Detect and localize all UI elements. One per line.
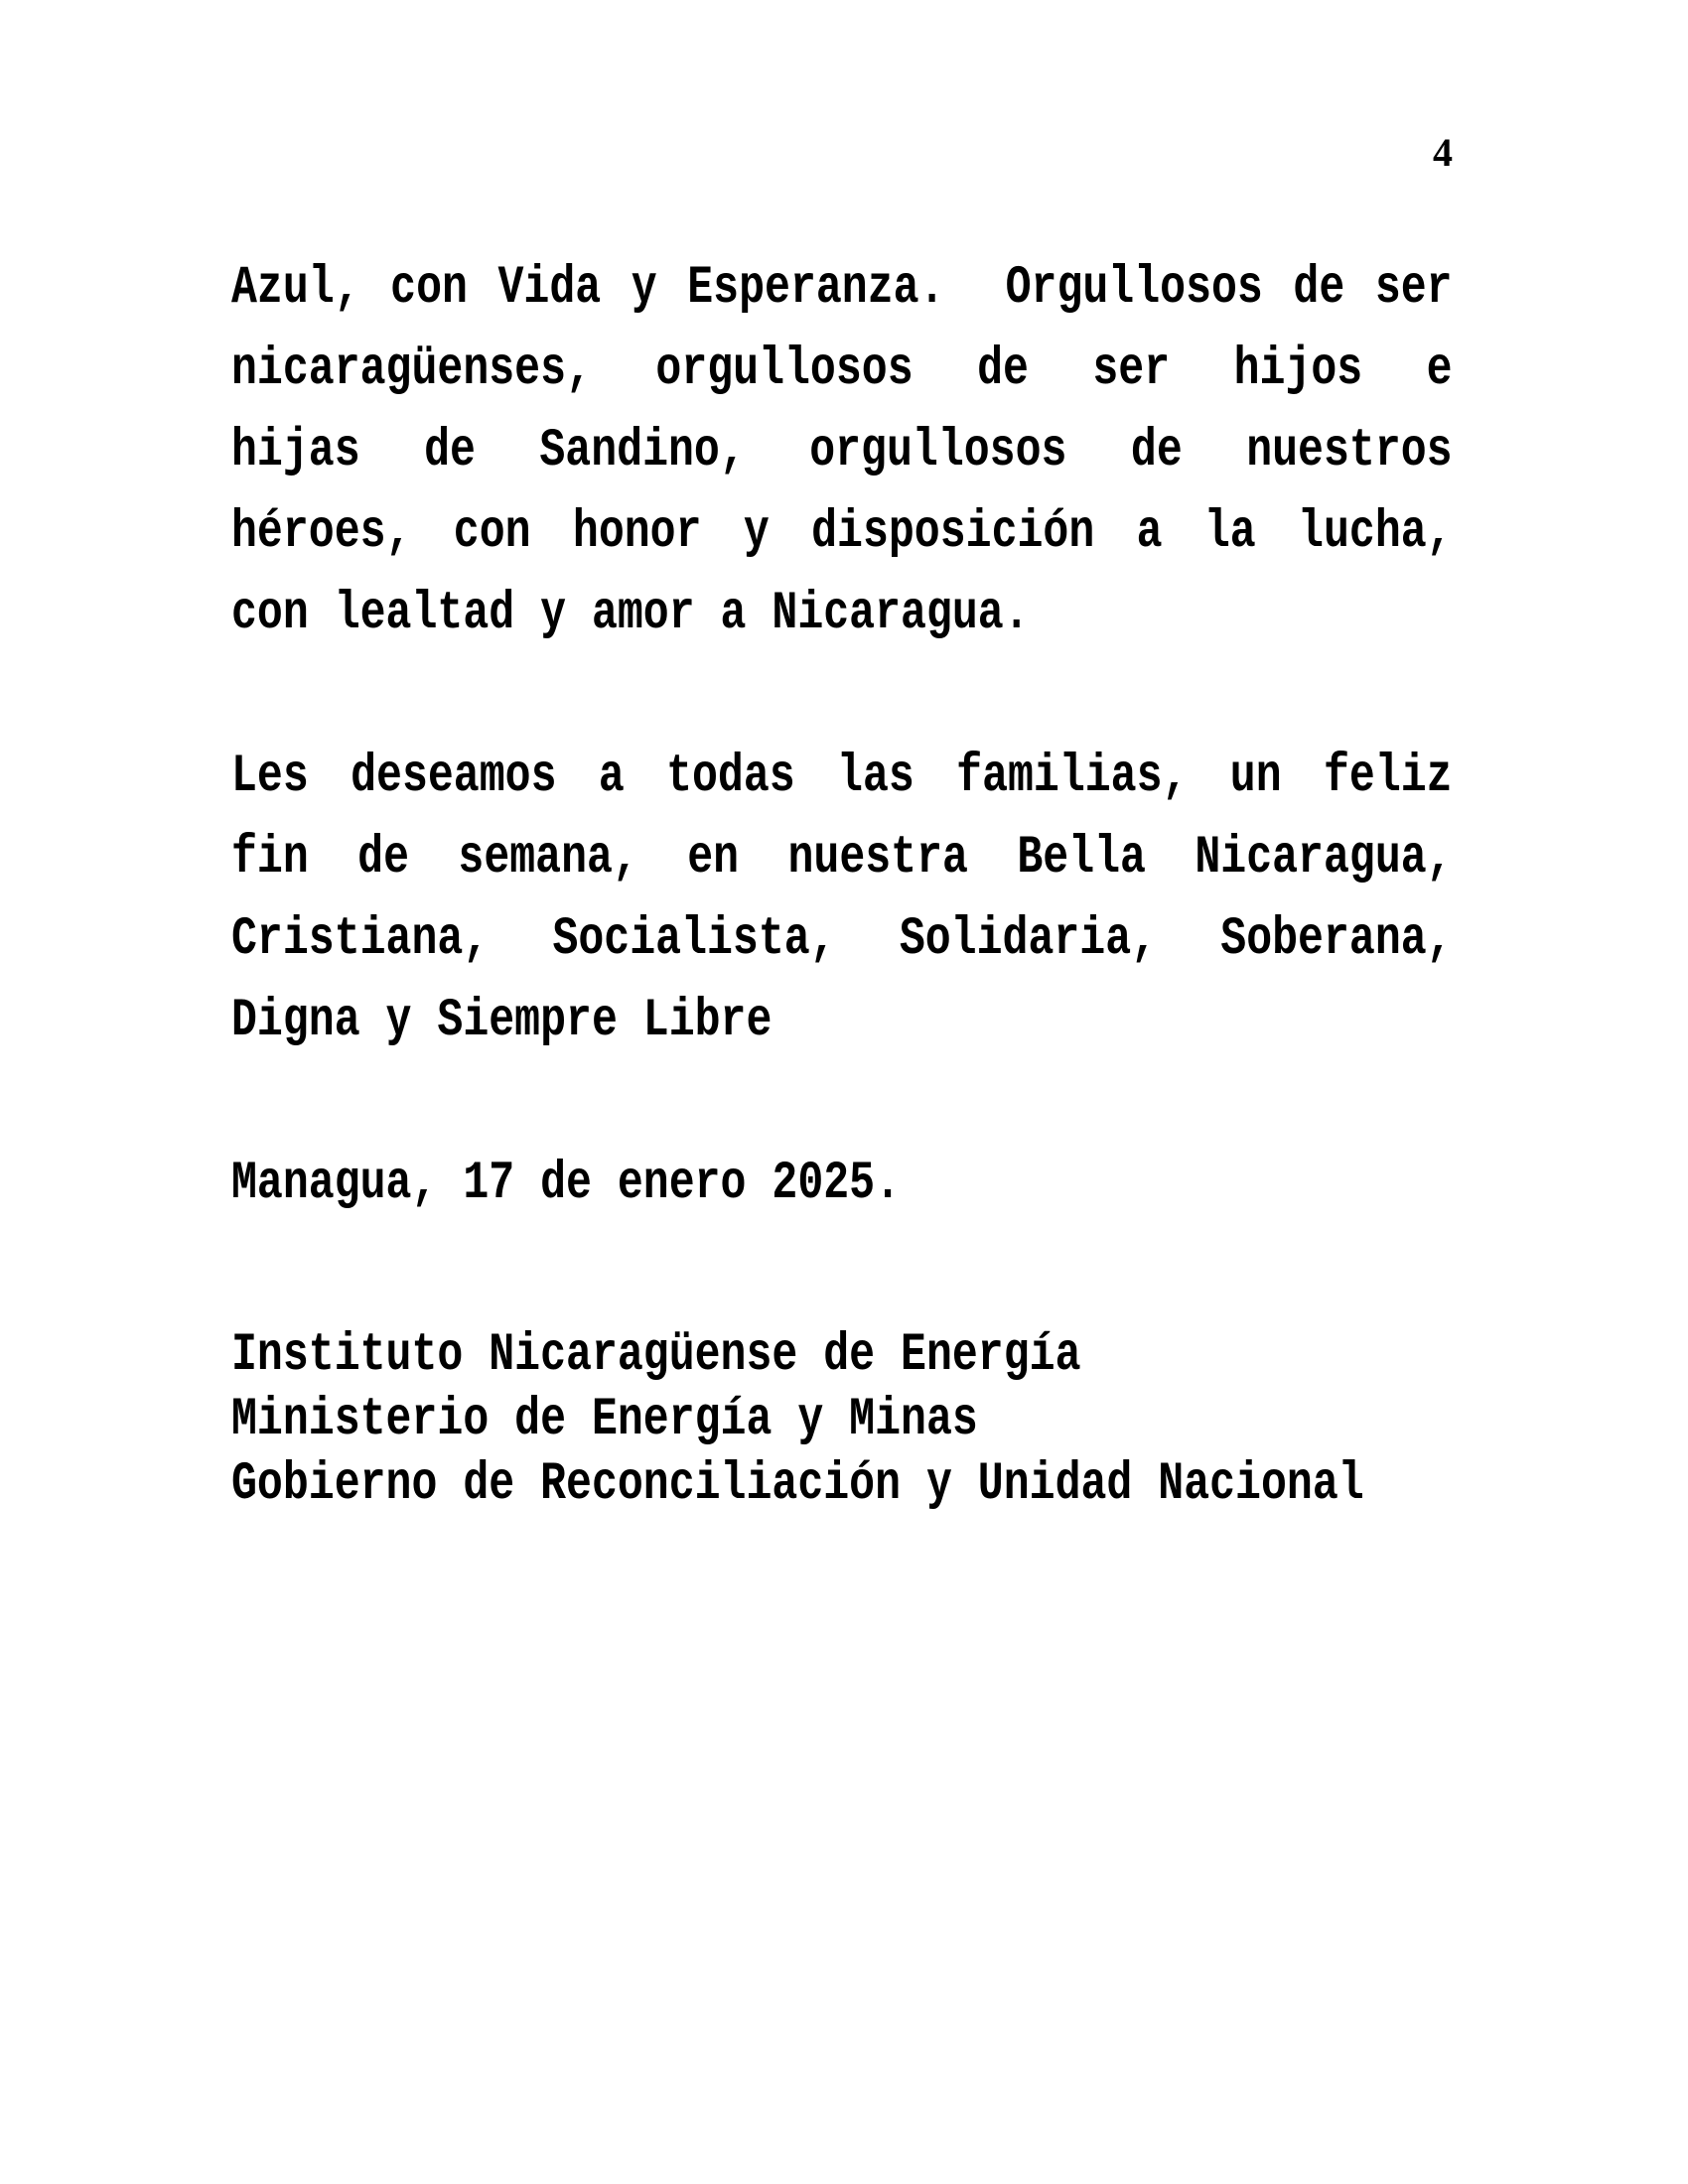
- text-line: héroes, con honor y disposición a la lucha,: [231, 502, 1453, 563]
- document-body: [231, 248, 1453, 1517]
- blank-line: [231, 655, 1453, 737]
- text-line: hijas de Sandino, orgullosos de nuestros: [231, 421, 1453, 481]
- text-line: Cristiana, Socialista, Solidaria, Soberana,: [231, 909, 1453, 970]
- blank-line: [231, 1225, 1453, 1306]
- signature-block: [231, 1323, 1453, 1517]
- text-line: con lealtad y amor a Nicaragua.: [231, 584, 1030, 644]
- text-line: nicaragüenses, orgullosos de ser hijos e: [231, 340, 1453, 400]
- blank-line: [231, 1062, 1453, 1144]
- text-line: Digna y Siempre Libre: [231, 991, 773, 1051]
- paragraph-1: [231, 248, 1453, 655]
- signature-line-institution-2: Ministerio de Energía y Minas: [231, 1390, 978, 1450]
- signature-line-institution-1: Instituto Nicaragüense de Energía: [231, 1325, 1081, 1386]
- dateline: Managua, 17 de enero 2025.: [231, 1154, 902, 1214]
- signature-line-institution-3: Gobierno de Reconciliación y Unidad Nacional: [231, 1454, 1364, 1515]
- text-line: Les deseamos a todas las familias, un feliz: [231, 747, 1453, 807]
- page-number: 4: [1433, 130, 1453, 175]
- paragraph-2: [231, 737, 1453, 1062]
- text-line: fin de semana, en nuestra Bella Nicaragua,: [231, 828, 1453, 888]
- text-line: Azul, con Vida y Esperanza. Orgullosos de ser: [231, 258, 1453, 319]
